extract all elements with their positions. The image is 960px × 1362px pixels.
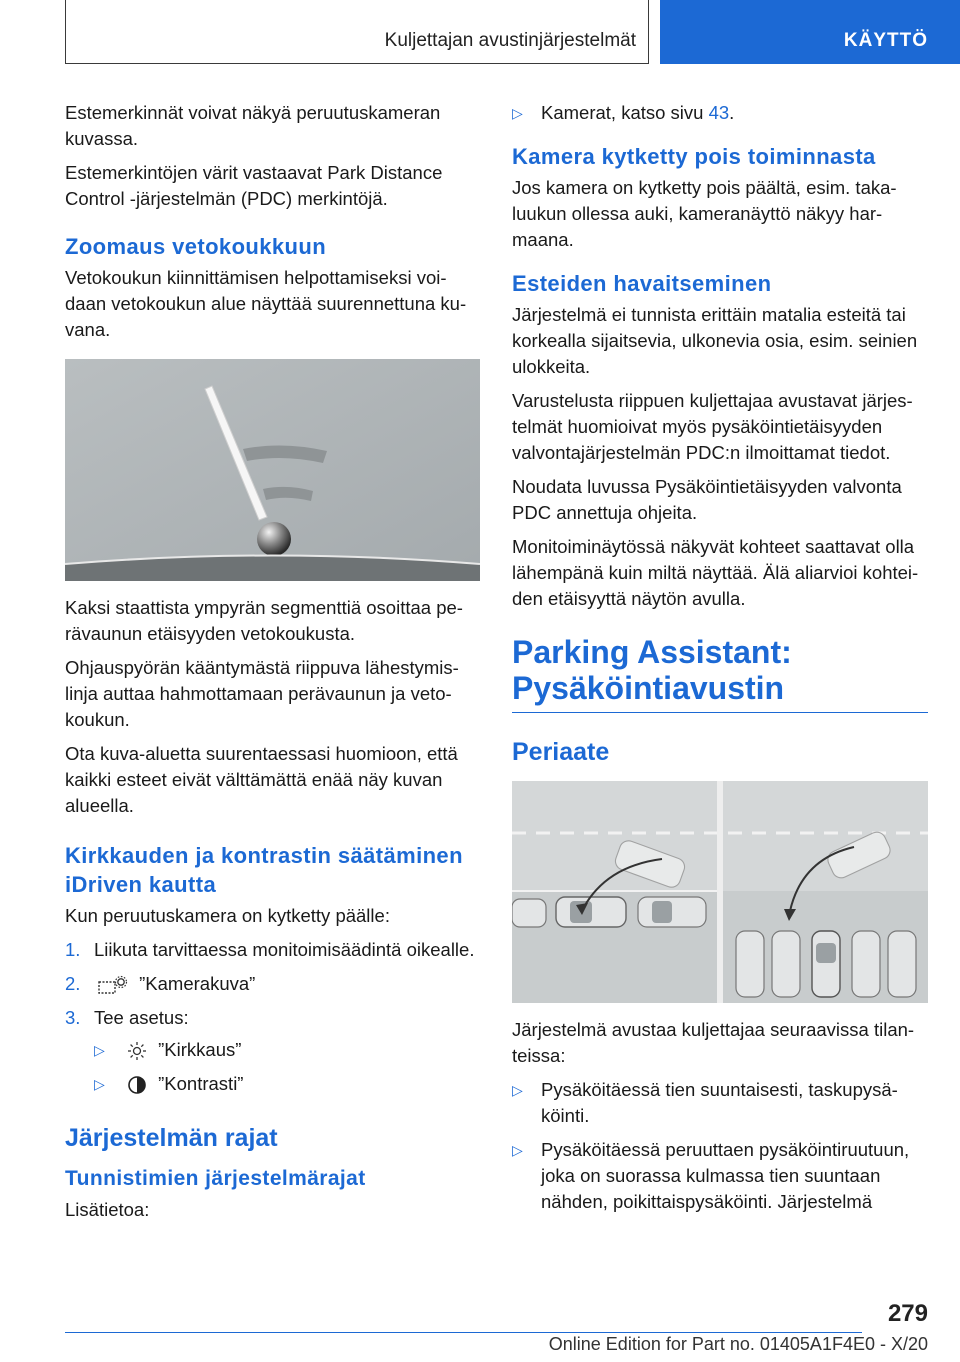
situation-perpendicular — [512, 1137, 928, 1215]
parking-principle-image — [512, 781, 928, 1003]
ref-text: Kamerat, katso sivu — [541, 102, 709, 123]
triangle-bullet-icon: ▷ — [512, 1082, 523, 1098]
step-text: Tee asetus: — [94, 1007, 189, 1028]
paragraph: Kaksi staattista ympyrän segmenttiä osoittaa perävaunun etäisyyden vetokoukusta. — [65, 597, 463, 644]
heading-zoom: Zoomaus vetokoukkuun — [65, 234, 327, 259]
substep-text: ”Kirkkaus” — [158, 1039, 242, 1060]
left-column — [65, 100, 480, 1231]
heading-principle: Periaate — [512, 738, 610, 766]
page-number: 279 — [887, 1300, 928, 1327]
step-text: ”Kamerakuva” — [139, 973, 256, 994]
ref-cameras — [512, 100, 928, 126]
ref-list — [512, 100, 928, 126]
paragraph: Kun peruutuskamera on kytketty päälle: — [65, 905, 390, 926]
paragraph: Järjestelmä avustaa kuljettajaa seuraavissa tilanteissa: — [512, 1019, 915, 1066]
step-text: Liikuta tarvittaessa monitoimisäädintä oikealle. — [94, 939, 475, 960]
paragraph: Ota kuva-aluetta suurentaessasi huomioon, että kaikki esteet eivät välttämättä enää näy kuvan alueella. — [65, 743, 458, 816]
ref-end: . — [729, 102, 735, 123]
triangle-bullet-icon: ▷ — [94, 1042, 105, 1058]
substep-text: ”Kontrasti” — [158, 1073, 244, 1094]
bullet-text: Pysäköitäessä tien suuntaisesti, taskupysäköinti. — [541, 1079, 898, 1126]
step-number: 1. — [65, 939, 81, 960]
page-link-43[interactable]: 43 — [708, 102, 730, 123]
header-chapter-box — [65, 0, 649, 64]
paragraph: Estemerkintöjen värit vastaavat Park Distance Control -järjestelmän (PDC) merkintöjä. — [65, 162, 443, 209]
contrast-icon — [127, 1075, 147, 1095]
bullet-text: Pysäköitäessä peruuttaen pysäköintiruutuun, joka on suorassa kulmassa tien suuntaan nähden, poikittaispysäköinti. Järjestelmä — [541, 1139, 910, 1212]
substep-brightness — [94, 1037, 480, 1063]
paragraph: Ohjauspyörän kääntymästä riippuva lähestymislinja auttaa hahmottamaan perävaunun ja vetokoukun. — [65, 657, 459, 730]
triangle-bullet-icon: ▷ — [94, 1076, 105, 1092]
heading-parking-assistant: Parking Assistant: Pysäköintiavustin — [512, 634, 928, 713]
chapter-title: Kuljettajan avustinjärjestelmät — [384, 30, 636, 51]
heading-system-limits: Järjestelmän rajat — [65, 1124, 278, 1152]
situation-parallel — [512, 1077, 928, 1129]
heading-obstacle-detection: Esteiden havaitseminen — [512, 271, 772, 296]
paragraph: Noudata luvussa Pysäköintietäisyyden valvonta PDC annettuja ohjeita. — [512, 476, 902, 523]
situations-list — [512, 1077, 928, 1215]
paragraph: Vetokoukun kiinnittämisen helpottamiseksi voidaan vetokoukun alue näyttää suurennettuna kuvana. — [65, 267, 467, 340]
paragraph: Monitoiminäytössä näkyvät kohteet saattavat olla lähempänä kuin miltä näyttää. Älä aliarvioi kohteiden etäisyyttä näytön avulla. — [512, 536, 919, 609]
paragraph: Jos kamera on kytketty pois päältä, esim. takaluukun ollessa auki, kameranäyttö näkyy harmaana. — [512, 177, 897, 250]
brightness-icon — [127, 1041, 147, 1061]
header-section-tab — [660, 0, 960, 64]
step-1 — [65, 937, 480, 963]
triangle-bullet-icon: ▷ — [512, 105, 523, 121]
paragraph: Varustelusta riippuen kuljettajaa avustavat järjestelmät huomioivat myös pysäköintietäisyyden valvontajärjestelmän PDC:n ilmoittamat tiedot. — [512, 390, 913, 463]
paragraph: Järjestelmä ei tunnista erittäin matalia esteitä tai korkealla sijaitsevia, ulkonevia osia, esim. seinien ulokkeita. — [512, 304, 918, 377]
heading-sensor-limits: Tunnistimien järjestelmärajat — [65, 1167, 366, 1190]
footer-rule — [65, 1332, 862, 1333]
paragraph: Lisätietoa: — [65, 1199, 150, 1220]
camera-settings-icon — [98, 975, 128, 995]
section-label: KÄYTTÖ — [843, 30, 928, 51]
hitch-zoom-camera-image — [65, 359, 480, 581]
step-3 — [65, 1005, 480, 1097]
right-column — [512, 100, 928, 1223]
triangle-bullet-icon: ▷ — [512, 1142, 523, 1158]
substep-contrast — [94, 1071, 480, 1097]
step-2 — [65, 971, 480, 997]
substeps-list — [94, 1037, 480, 1097]
heading-brightness-contrast: Kirkkauden ja kontrastin säätäminen iDriven kautta — [65, 843, 463, 897]
steps-list — [65, 937, 480, 1097]
edition-footer: Online Edition for Part no. 01405A1F4E0 - X/20 — [548, 1334, 928, 1354]
step-number: 2. — [65, 973, 81, 994]
heading-camera-off: Kamera kytketty pois toiminnasta — [512, 144, 876, 169]
paragraph: Estemerkinnät voivat näkyä peruutuskameran kuvassa. — [65, 102, 441, 149]
step-number: 3. — [65, 1007, 81, 1028]
